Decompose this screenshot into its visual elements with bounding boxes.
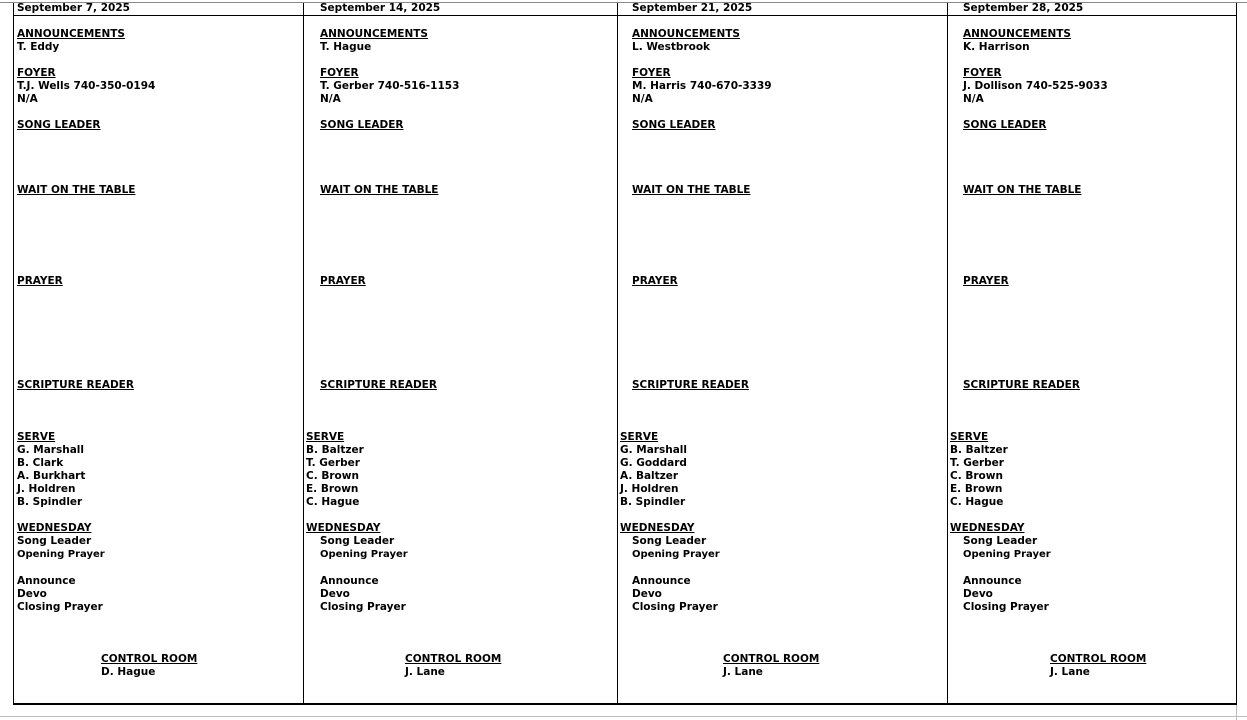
scripture-heading: SCRIPTURE READER bbox=[632, 379, 749, 391]
foyer-second: N/A bbox=[17, 93, 38, 105]
serve-name: B. Clark bbox=[17, 457, 64, 469]
serve-name: G. Goddard bbox=[620, 457, 687, 469]
song-leader-heading: SONG LEADER bbox=[17, 119, 101, 131]
serve-heading: SERVE bbox=[306, 431, 345, 443]
foyer-name: M. Harris 740-670-3339 bbox=[632, 80, 772, 92]
wednesday-heading: WEDNESDAY bbox=[306, 522, 381, 534]
serve-name: T. Gerber bbox=[950, 457, 1004, 469]
wed-opening-prayer-label: Opening Prayer bbox=[632, 549, 720, 560]
wednesday-heading: WEDNESDAY bbox=[950, 522, 1025, 534]
control-room-name: D. Hague bbox=[101, 666, 156, 678]
serve-name: B. Spindler bbox=[620, 496, 686, 508]
scripture-heading: SCRIPTURE READER bbox=[17, 379, 134, 391]
column-divider bbox=[303, 3, 304, 704]
wait-table-heading: WAIT ON THE TABLE bbox=[632, 184, 751, 196]
control-room-name: J. Lane bbox=[1050, 666, 1090, 678]
foyer-heading: FOYER bbox=[17, 67, 56, 79]
foyer-second: N/A bbox=[963, 93, 984, 105]
wed-opening-prayer-label: Opening Prayer bbox=[963, 549, 1051, 560]
column-divider bbox=[947, 3, 948, 704]
wait-table-heading: WAIT ON THE TABLE bbox=[17, 184, 136, 196]
serve-name: B. Baltzer bbox=[306, 444, 364, 456]
wed-announce-label: Announce bbox=[632, 575, 691, 587]
serve-name: B. Spindler bbox=[17, 496, 83, 508]
wed-closing-prayer-label: Closing Prayer bbox=[17, 601, 103, 613]
serve-name: A. Burkhart bbox=[17, 470, 86, 482]
control-room-heading: CONTROL ROOM bbox=[723, 653, 820, 665]
serve-name: A. Baltzer bbox=[620, 470, 679, 482]
serve-name: G. Marshall bbox=[17, 444, 84, 456]
wed-opening-prayer-label: Opening Prayer bbox=[17, 549, 105, 560]
scripture-heading: SCRIPTURE READER bbox=[963, 379, 1080, 391]
prayer-heading: PRAYER bbox=[17, 275, 63, 287]
serve-name: E. Brown bbox=[950, 483, 1003, 495]
wed-devo-label: Devo bbox=[320, 588, 350, 600]
song-leader-heading: SONG LEADER bbox=[320, 119, 404, 131]
foyer-heading: FOYER bbox=[320, 67, 359, 79]
announcements-heading: ANNOUNCEMENTS bbox=[17, 28, 125, 40]
foyer-name: T. Gerber 740-516-1153 bbox=[320, 80, 460, 92]
serve-heading: SERVE bbox=[620, 431, 659, 443]
wait-table-heading: WAIT ON THE TABLE bbox=[320, 184, 439, 196]
scripture-heading: SCRIPTURE READER bbox=[320, 379, 437, 391]
wed-devo-label: Devo bbox=[17, 588, 47, 600]
header-underline bbox=[13, 15, 1236, 16]
week-date: September 21, 2025 bbox=[632, 2, 753, 14]
wed-devo-label: Devo bbox=[632, 588, 662, 600]
control-room-heading: CONTROL ROOM bbox=[1050, 653, 1147, 665]
prayer-heading: PRAYER bbox=[320, 275, 366, 287]
control-room-heading: CONTROL ROOM bbox=[101, 653, 198, 665]
wed-song-leader-label: Song Leader bbox=[320, 535, 395, 547]
foyer-heading: FOYER bbox=[632, 67, 671, 79]
wed-opening-prayer-label: Opening Prayer bbox=[320, 549, 408, 560]
wednesday-heading: WEDNESDAY bbox=[620, 522, 695, 534]
serve-name: J. Holdren bbox=[17, 483, 76, 495]
wed-closing-prayer-label: Closing Prayer bbox=[632, 601, 718, 613]
serve-name: E. Brown bbox=[306, 483, 359, 495]
announcements-name: K. Harrison bbox=[963, 41, 1030, 53]
song-leader-heading: SONG LEADER bbox=[632, 119, 716, 131]
foyer-second: N/A bbox=[632, 93, 653, 105]
song-leader-heading: SONG LEADER bbox=[963, 119, 1047, 131]
serve-name: C. Hague bbox=[950, 496, 1004, 508]
schedule-frame bbox=[13, 3, 1237, 705]
serve-name: B. Baltzer bbox=[950, 444, 1008, 456]
serve-heading: SERVE bbox=[17, 431, 56, 443]
wed-song-leader-label: Song Leader bbox=[963, 535, 1038, 547]
prayer-heading: PRAYER bbox=[963, 275, 1009, 287]
wait-table-heading: WAIT ON THE TABLE bbox=[963, 184, 1082, 196]
control-room-name: J. Lane bbox=[405, 666, 445, 678]
announcements-heading: ANNOUNCEMENTS bbox=[963, 28, 1071, 40]
serve-name: T. Gerber bbox=[306, 457, 360, 469]
serve-name: C. Brown bbox=[950, 470, 1003, 482]
announcements-name: L. Westbrook bbox=[632, 41, 711, 53]
wed-song-leader-label: Song Leader bbox=[632, 535, 707, 547]
sheet-gridline-bottom bbox=[0, 716, 1247, 717]
announcements-name: T. Hague bbox=[320, 41, 372, 53]
wed-announce-label: Announce bbox=[320, 575, 379, 587]
foyer-second: N/A bbox=[320, 93, 341, 105]
foyer-name: J. Dollison 740-525-9033 bbox=[963, 80, 1108, 92]
serve-name: J. Holdren bbox=[620, 483, 679, 495]
announcements-heading: ANNOUNCEMENTS bbox=[632, 28, 740, 40]
wed-announce-label: Announce bbox=[963, 575, 1022, 587]
foyer-name: T.J. Wells 740-350-0194 bbox=[17, 80, 156, 92]
control-room-name: J. Lane bbox=[723, 666, 763, 678]
wed-song-leader-label: Song Leader bbox=[17, 535, 92, 547]
prayer-heading: PRAYER bbox=[632, 275, 678, 287]
column-divider bbox=[617, 3, 618, 704]
wed-closing-prayer-label: Closing Prayer bbox=[963, 601, 1049, 613]
announcements-name: T. Eddy bbox=[17, 41, 60, 53]
wed-closing-prayer-label: Closing Prayer bbox=[320, 601, 406, 613]
week-date: September 28, 2025 bbox=[963, 2, 1084, 14]
foyer-heading: FOYER bbox=[963, 67, 1002, 79]
wed-announce-label: Announce bbox=[17, 575, 76, 587]
serve-name: C. Brown bbox=[306, 470, 359, 482]
serve-heading: SERVE bbox=[950, 431, 989, 443]
control-room-heading: CONTROL ROOM bbox=[405, 653, 502, 665]
serve-name: G. Marshall bbox=[620, 444, 687, 456]
serve-name: C. Hague bbox=[306, 496, 360, 508]
week-date: September 7, 2025 bbox=[17, 2, 130, 14]
week-date: September 14, 2025 bbox=[320, 2, 441, 14]
announcements-heading: ANNOUNCEMENTS bbox=[320, 28, 428, 40]
wed-devo-label: Devo bbox=[963, 588, 993, 600]
wednesday-heading: WEDNESDAY bbox=[17, 522, 92, 534]
